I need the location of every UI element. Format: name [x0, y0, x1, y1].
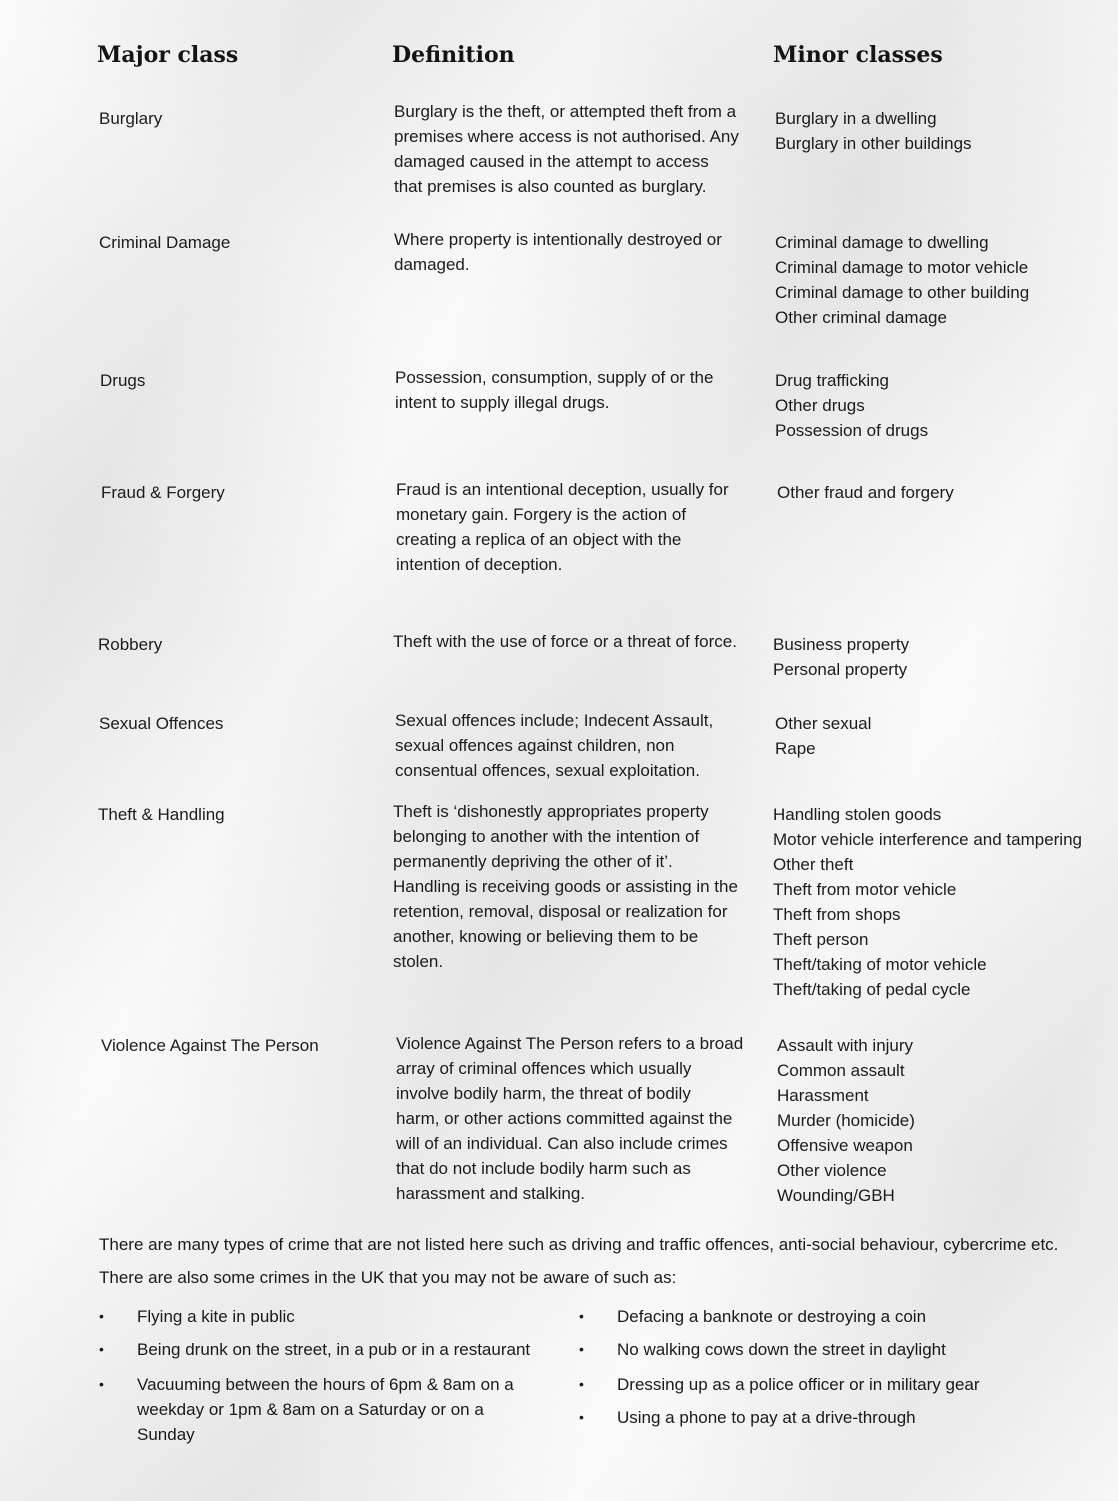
minor-classes-cell	[775, 106, 1115, 156]
definition-cell	[396, 1031, 748, 1206]
unusual-crime-item	[579, 1405, 1059, 1430]
minor-class-item: Personal property	[773, 660, 908, 679]
definition-line: that do not include bodily harm such as	[396, 1159, 691, 1178]
definition-cell	[395, 708, 747, 783]
major-class-cell: Drugs	[100, 371, 146, 390]
minor-class-item: Other violence	[777, 1161, 887, 1180]
minor-class-item: Theft person	[773, 930, 869, 949]
unusual-crime-item	[99, 1337, 549, 1362]
minor-class-item: Criminal damage to motor vehicle	[775, 258, 1029, 277]
minor-class-item: Motor vehicle interference and tampering	[773, 830, 1082, 849]
header-major-class: Major class	[97, 42, 239, 68]
unusual-crime-text: Defacing a banknote or destroying a coin	[617, 1307, 927, 1326]
definition-cell	[393, 629, 745, 654]
minor-class-item: Criminal damage to dwelling	[775, 233, 989, 252]
definition-line: harassment and stalking.	[396, 1184, 585, 1203]
minor-classes-cell	[775, 368, 1115, 443]
minor-classes-cell	[775, 230, 1115, 330]
bullet-icon: •	[579, 1409, 584, 1425]
note-other-crimes: There are many types of crime that are not listed here such as driving and traffic offences, anti-social behaviour, cybercrime etc.	[99, 1235, 1059, 1254]
minor-class-item: Rape	[775, 739, 816, 758]
definition-cell	[394, 99, 746, 199]
minor-class-item: Business property	[773, 635, 910, 654]
unusual-crime-text: Dressing up as a police officer or in military gear	[617, 1375, 980, 1394]
minor-class-item: Other sexual	[775, 714, 872, 733]
bullet-icon: •	[579, 1376, 584, 1392]
definition-cell	[395, 365, 747, 415]
definition-line: Fraud is an intentional deception, usually for	[396, 480, 729, 499]
minor-class-item: Other drugs	[775, 396, 865, 415]
unusual-crime-item	[99, 1372, 549, 1447]
unusual-crime-item	[99, 1304, 549, 1329]
bullet-icon: •	[99, 1376, 104, 1392]
major-class-cell: Criminal Damage	[99, 233, 231, 252]
definition-line: damaged.	[394, 255, 470, 274]
definition-line: array of criminal offences which usually	[396, 1059, 692, 1078]
bullet-icon: •	[99, 1341, 104, 1357]
major-class-cell: Theft & Handling	[98, 805, 225, 824]
unusual-crimes-list-right	[579, 1304, 1059, 1430]
definition-line: Possession, consumption, supply of or the	[395, 368, 714, 387]
definition-line: permanently depriving the other of it’.	[393, 852, 673, 871]
definition-line: another, knowing or believing them to be	[393, 927, 699, 946]
minor-class-item: Theft from motor vehicle	[773, 880, 957, 899]
minor-class-item: Burglary in other buildings	[775, 134, 972, 153]
definition-cell	[394, 227, 746, 277]
minor-classes-cell	[777, 480, 1117, 505]
minor-class-item: Offensive weapon	[777, 1136, 913, 1155]
minor-class-item: Theft from shops	[773, 905, 901, 924]
header-minor-classes: Minor classes	[773, 42, 943, 68]
major-class-cell: Violence Against The Person	[101, 1036, 319, 1055]
minor-class-item: Harassment	[777, 1086, 869, 1105]
definition-line: Theft is ‘dishonestly appropriates property	[393, 802, 709, 821]
definition-line: harm, or other actions committed against the	[396, 1109, 733, 1128]
definition-line: that premises is also counted as burglary.	[394, 177, 707, 196]
unusual-crime-text: Flying a kite in public	[137, 1307, 295, 1326]
definition-line: will of an individual. Can also include crimes	[396, 1134, 728, 1153]
bullet-icon: •	[99, 1308, 104, 1324]
minor-classes-cell	[773, 802, 1113, 1002]
definition-line: consentual offences, sexual exploitation.	[395, 761, 700, 780]
minor-class-item: Handling stolen goods	[773, 805, 942, 824]
definition-cell	[396, 477, 748, 577]
unusual-crime-text: Being drunk on the street, in a pub or in a restaurant	[137, 1340, 531, 1359]
definition-line: Violence Against The Person refers to a broad	[396, 1034, 744, 1053]
definition-line: Where property is intentionally destroyed or	[394, 230, 722, 249]
minor-class-item: Assault with injury	[777, 1036, 914, 1055]
major-class-cell: Fraud & Forgery	[101, 483, 225, 502]
minor-classes-cell	[777, 1033, 1117, 1208]
unusual-crime-text: Vacuuming between the hours of 6pm & 8am on a	[137, 1375, 514, 1394]
header-definition: Definition	[392, 42, 515, 68]
definition-line: stolen.	[393, 952, 444, 971]
unusual-crime-text: No walking cows down the street in daylight	[617, 1340, 946, 1359]
unusual-crime-text: weekday or 1pm & 8am on a Saturday or on a	[137, 1400, 484, 1419]
definition-line: premises where access is not authorised. Any	[394, 127, 739, 146]
definition-line: sexual offences against children, non	[395, 736, 675, 755]
definition-line: involve bodily harm, the threat of bodily	[396, 1084, 691, 1103]
minor-class-item: Burglary in a dwelling	[775, 109, 937, 128]
major-class-cell: Robbery	[98, 635, 163, 654]
definition-line: belonging to another with the intention of	[393, 827, 700, 846]
minor-class-item: Criminal damage to other building	[775, 283, 1030, 302]
definition-line: monetary gain. Forgery is the action of	[396, 505, 687, 524]
definition-line: damaged caused in the attempt to access	[394, 152, 709, 171]
unusual-crime-item	[579, 1304, 1059, 1329]
unusual-crime-text: Sunday	[137, 1425, 195, 1444]
definition-cell	[393, 799, 745, 974]
bullet-icon: •	[579, 1308, 584, 1324]
minor-class-item: Other fraud and forgery	[777, 483, 954, 502]
minor-class-item: Drug trafficking	[775, 371, 890, 390]
unusual-crimes-list-left	[99, 1304, 549, 1447]
minor-class-item: Theft/taking of motor vehicle	[773, 955, 987, 974]
minor-class-item: Possession of drugs	[775, 421, 929, 440]
unusual-crime-text: Using a phone to pay at a drive-through	[617, 1408, 916, 1427]
minor-class-item: Theft/taking of pedal cycle	[773, 980, 971, 999]
definition-line: Handling is receiving goods or assisting in the	[393, 877, 738, 896]
minor-classes-cell	[773, 632, 1113, 682]
major-class-cell: Burglary	[99, 109, 163, 128]
minor-class-item: Other theft	[773, 855, 854, 874]
definition-line: Sexual offences include; Indecent Assault,	[395, 711, 714, 730]
definition-line: intention of deception.	[396, 555, 563, 574]
definition-line: Burglary is the theft, or attempted theft from a	[394, 102, 737, 121]
bullet-icon: •	[579, 1341, 584, 1357]
unusual-crime-item	[579, 1372, 1059, 1397]
definition-line: intent to supply illegal drugs.	[395, 393, 610, 412]
minor-class-item: Murder (homicide)	[777, 1111, 915, 1130]
minor-classes-cell	[775, 711, 1115, 761]
minor-class-item: Wounding/GBH	[777, 1186, 895, 1205]
definition-line: retention, removal, disposal or realization for	[393, 902, 728, 921]
minor-class-item: Other criminal damage	[775, 308, 947, 327]
definition-line: Theft with the use of force or a threat of force.	[393, 632, 737, 651]
note-unaware-crimes: There are also some crimes in the UK that you may not be aware of such as:	[99, 1268, 677, 1287]
minor-class-item: Common assault	[777, 1061, 905, 1080]
definition-line: creating a replica of an object with the	[396, 530, 682, 549]
unusual-crime-item	[579, 1337, 1059, 1362]
major-class-cell: Sexual Offences	[99, 714, 224, 733]
